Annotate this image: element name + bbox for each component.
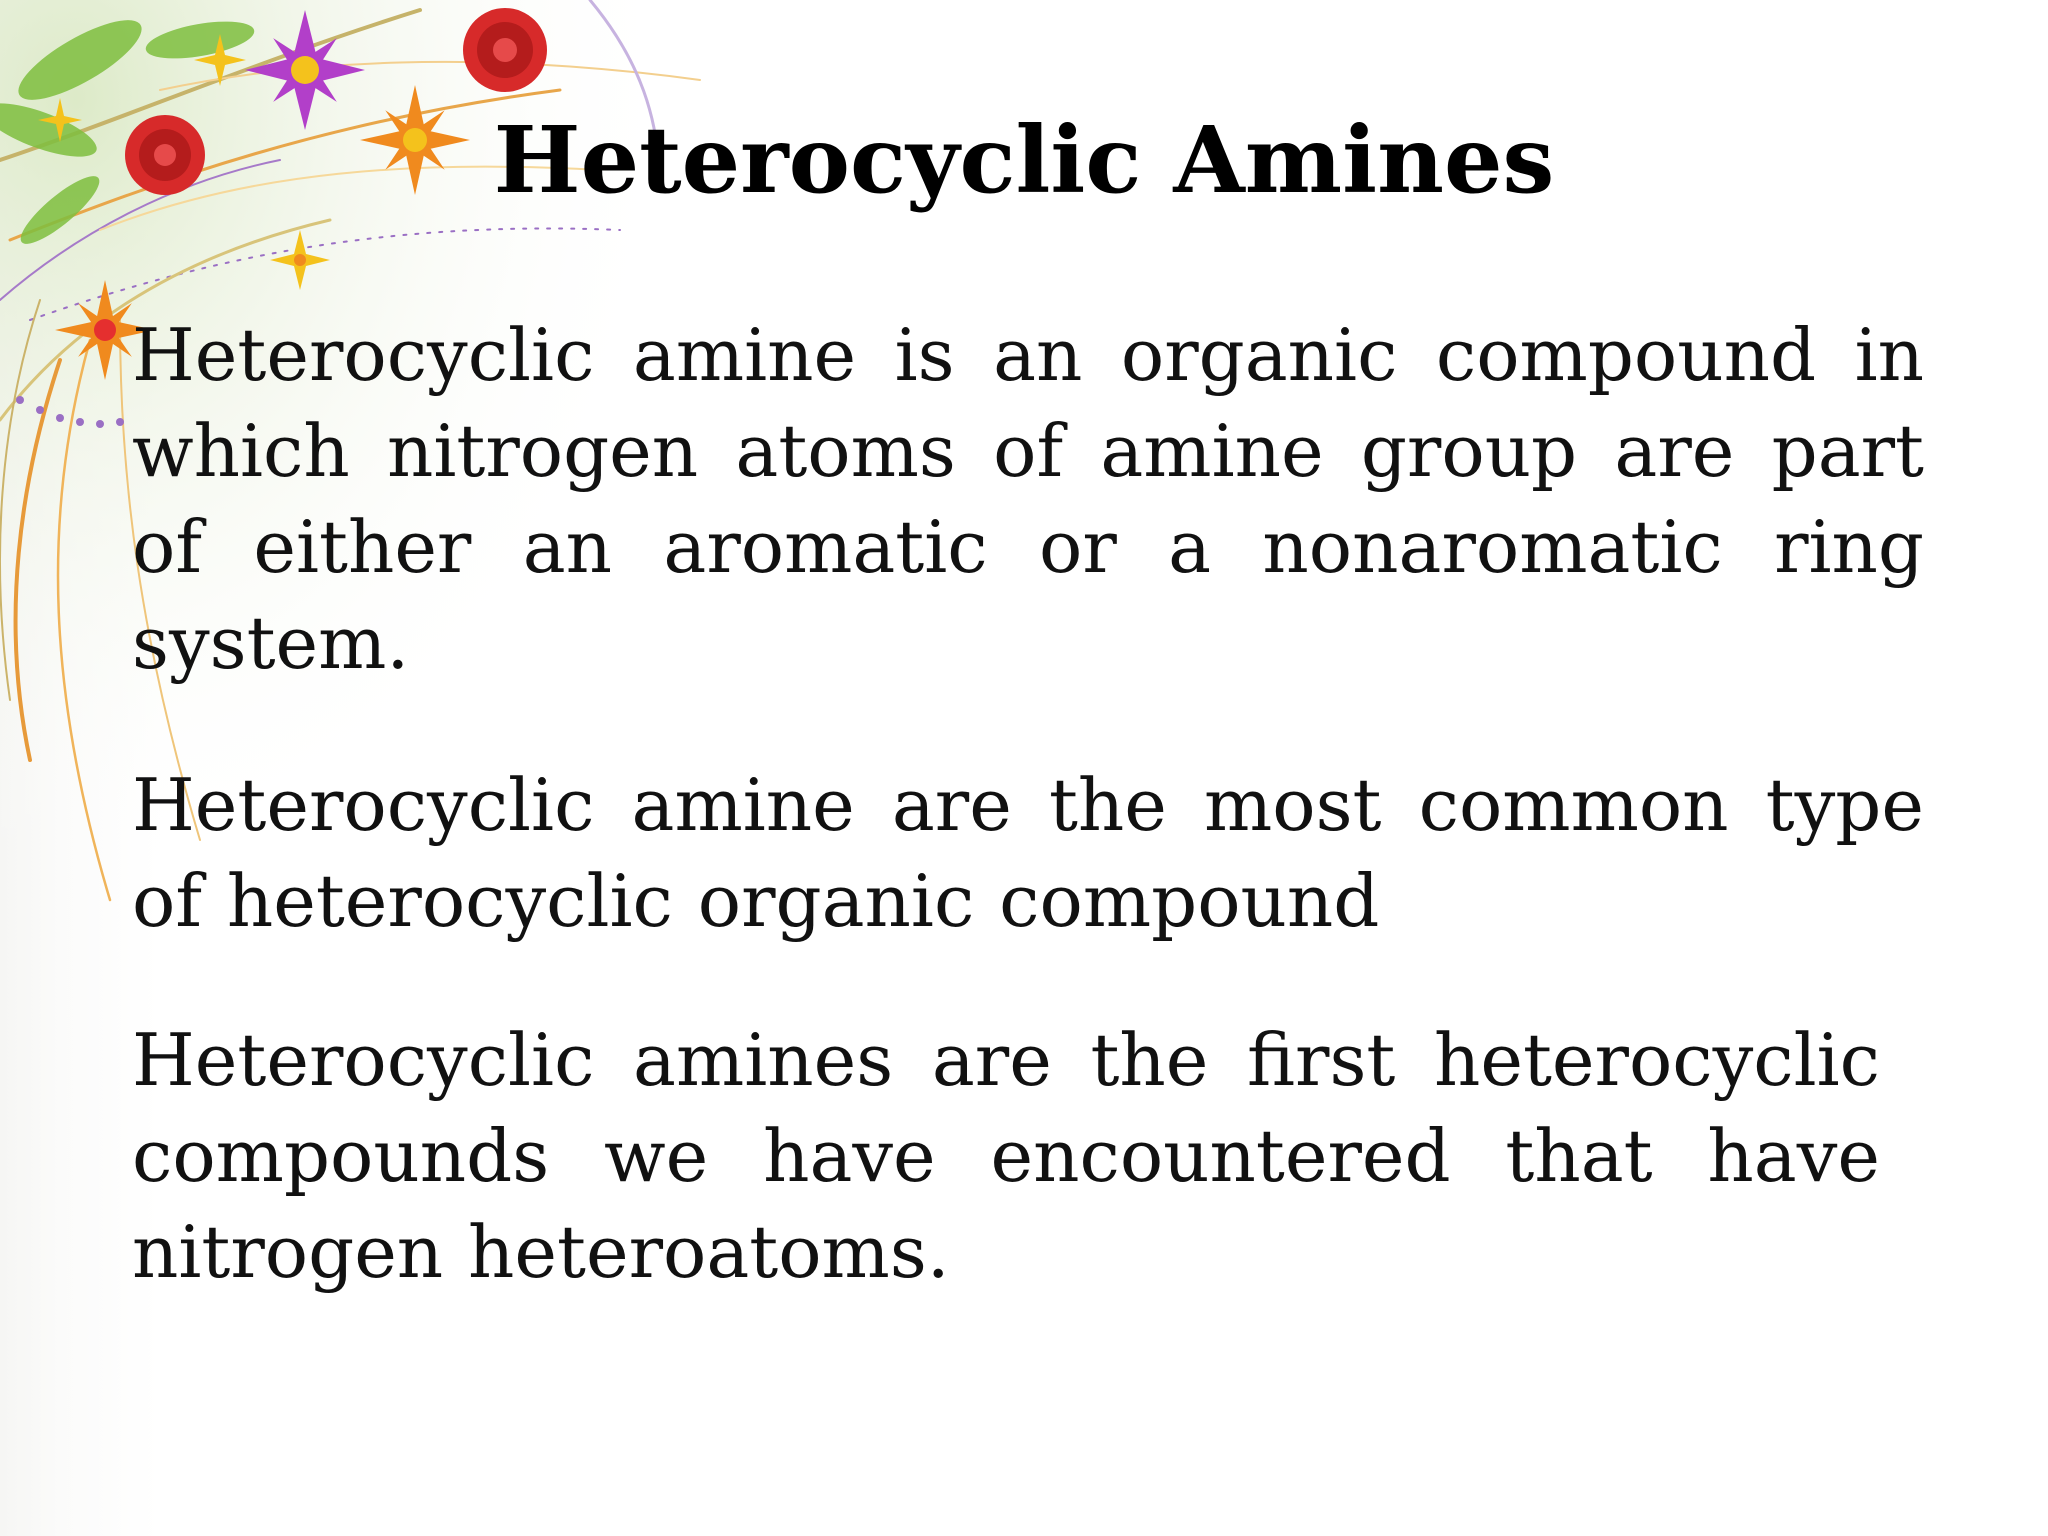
slide-title: Heterocyclic Amines — [493, 106, 1555, 214]
paragraph-nitrogen-heteroatoms: Heterocyclic amines are the first heterocyclic compounds we have encountered that have nitrogen heteroatoms. — [132, 1018, 1880, 1294]
paragraph-definition: Heterocyclic amine is an organic compound in which nitrogen atoms of amine group are part of either an aromatic or a nonaromatic ring system. — [132, 313, 1924, 685]
paragraph-common-type: Heterocyclic amine are the most common type of heterocyclic organic compound — [132, 763, 1924, 943]
